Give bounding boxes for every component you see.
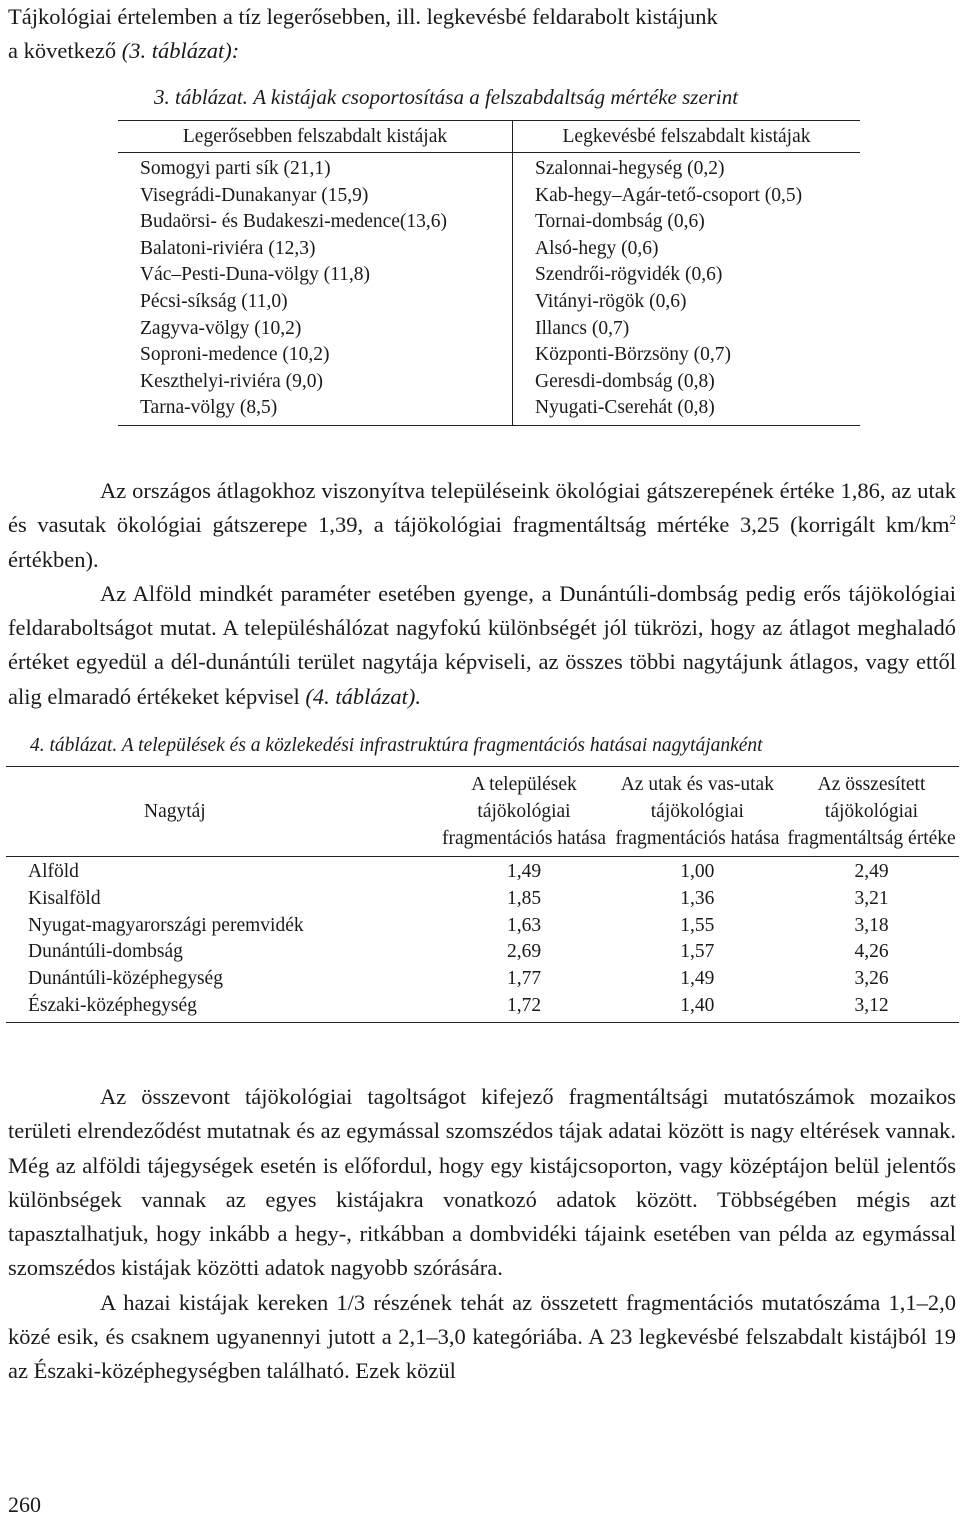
- superscript: 2: [949, 512, 956, 528]
- table-cell: Visegrádi-Dunakanyar (15,9): [118, 183, 513, 210]
- table-row: [118, 289, 860, 316]
- table-cell: Alsó-hegy (0,6): [535, 237, 659, 259]
- table-4-header-roads: Az utak és vas-utak tájökológiai fragmentációs hatása: [611, 767, 784, 857]
- table-cell: 1,63: [506, 914, 542, 936]
- body-text-1: [8, 474, 956, 714]
- table-cell: 1,72: [437, 993, 610, 1022]
- table-row: [118, 369, 860, 396]
- table-row: [6, 886, 959, 913]
- table-cell: 1,55: [680, 914, 715, 936]
- table-cell: 1,49: [506, 861, 542, 882]
- table-row: [118, 262, 860, 289]
- table-reference: (4. táblázat).: [305, 683, 421, 709]
- table-3: [118, 120, 860, 426]
- table-cell: Nyugati-Cserehát (0,8): [513, 395, 861, 425]
- table-cell: 3,12: [784, 993, 959, 1022]
- intro-line-1: Tájkológiai értelemben a tíz legerősebben, ill. legkevésbé feldarabolt kistájunk: [8, 4, 718, 29]
- paragraph-text: Az országos átlagokhoz viszonyítva településeink ökológiai gátszerepének értéke 1,86, az utak és vasutak ökológiai gátszerepe 1,39, a tájökológiai fragmentáltság mértéke 3,25 (korrigált km/km: [8, 478, 956, 538]
- table-cell: Keszthelyi-riviéra (9,0): [118, 369, 513, 396]
- table-cell: Budaörsi- és Budakeszi-medence(13,6): [118, 209, 513, 236]
- table-row: [118, 209, 860, 236]
- table-cell: Központi-Börzsöny (0,7): [535, 344, 732, 366]
- table-3-header-least: Legkevésbé felszabdalt kistájak: [513, 121, 861, 153]
- table-cell: 1,40: [611, 993, 784, 1022]
- table-row: [118, 395, 860, 425]
- table-cell: 4,26: [854, 941, 889, 963]
- table-row: [6, 913, 959, 940]
- table-cell: 3,26: [854, 968, 889, 990]
- table-cell: Somogyi parti sík (21,1): [118, 153, 513, 183]
- table-4-header-total: Az összesített tájökológiai fragmentáltság értéke: [784, 767, 959, 857]
- paragraph: Az összevont tájökológiai tagoltságot kifejező fragmentáltsági mutatószámok mozaikos területi elrendeződést mutatnak és az egymással szomszédos tájak adatai között is nagy eltérések vannak. Még az alföldi tájegységek esetén is előfordul, hogy egy kistájcsoporton, vagy középtájon belül jelentős különbségek vannak az egyes kistájakra vonatkozó adatok között. Többségében mégis azt tapasztalhatjuk, hogy inkább a hegy-, ritkábban a dombvidéki tájaink esetében van példa az egymással szomszédos kistájak közötti adatok nagyobb szórására.: [8, 1084, 956, 1281]
- table-cell: Vitányi-rögök (0,6): [535, 290, 687, 312]
- table-3-caption-label: 3. táblázat.: [154, 85, 248, 109]
- table-4-header-settlements: A települések tájökológiai fragmentációs hatása: [437, 767, 610, 857]
- paragraph: A hazai kistájak kereken 1/3 részének tehát az összetett fragmentációs mutatószáma 1,1–2,0 közé esik, és csaknem ugyanennyi jutott a 2,1–3,0 kategóriába. A 23 legkevésbé felszabdalt kistájból 19 az Északi-középhegységben található. Ezek közül: [8, 1289, 956, 1384]
- paragraph: [8, 577, 956, 714]
- table-cell: 3,21: [854, 887, 889, 909]
- table-cell: Tarna-völgy (8,5): [118, 395, 513, 425]
- table-4-caption: [30, 732, 763, 760]
- table-cell: Alföld: [28, 861, 79, 882]
- table-row: [118, 236, 860, 263]
- table-cell: Kab-hegy–Agár-tető-csoport (0,5): [535, 184, 803, 206]
- table-cell: Pécsi-síkság (11,0): [118, 289, 513, 316]
- table-cell: 1,85: [506, 887, 542, 909]
- intro-line-2-text: a következő: [8, 38, 122, 63]
- table-4-caption-label: 4. táblázat.: [30, 735, 118, 756]
- table-row: [118, 342, 860, 369]
- table-row: [6, 993, 959, 1022]
- table-cell: 1,57: [680, 941, 715, 963]
- table-3-header-most: Legerősebben felszabdalt kistájak: [118, 121, 513, 153]
- table-row: [118, 153, 860, 183]
- table-cell: Vác–Pesti-Duna-völgy (11,8): [118, 262, 513, 289]
- paragraph-text: értékben).: [8, 546, 99, 572]
- table-cell: Szalonnai-hegység (0,2): [535, 158, 725, 179]
- page-number: 260: [8, 1492, 41, 1517]
- intro-text: [8, 0, 953, 68]
- table-cell: Kisalföld: [28, 887, 101, 909]
- table-3-header-row: [118, 121, 860, 153]
- table-cell: 3,18: [854, 914, 889, 936]
- body-text-2: [8, 1080, 956, 1389]
- table-4-header-row: [6, 767, 959, 857]
- table-cell: Dunántúli-dombság: [28, 941, 183, 963]
- table-cell: Tornai-dombság (0,6): [535, 211, 705, 233]
- table-3-caption-title: A kistájak csoportosítása a felszabdaltság mértéke szerint: [253, 85, 739, 109]
- table-row: [118, 316, 860, 343]
- table-cell: Balatoni-riviéra (12,3): [118, 236, 513, 263]
- table-cell: Nyugat-magyarországi peremvidék: [28, 914, 304, 936]
- table-cell: 1,36: [680, 887, 715, 909]
- table-cell: 2,49: [854, 861, 889, 882]
- table-cell: Északi-középhegység: [6, 993, 437, 1022]
- table-row: [6, 857, 959, 886]
- table-3-caption: [154, 82, 738, 112]
- table-cell: Szendrői-rögvidék (0,6): [535, 264, 723, 286]
- table-row: [118, 183, 860, 210]
- intro-line-2: [8, 34, 953, 68]
- paragraph: [8, 474, 956, 577]
- table-4-caption-title: A települések és a közlekedési infrastruktúra fragmentációs hatásai nagytájanként: [121, 735, 763, 756]
- table-cell: 1,77: [506, 968, 542, 990]
- table-row: [6, 939, 959, 966]
- table-cell: Illancs (0,7): [535, 317, 630, 339]
- intro-table-reference: (3. táblázat):: [121, 38, 240, 63]
- table-cell: Soproni-medence (10,2): [118, 342, 513, 369]
- table-cell: Zagyva-völgy (10,2): [118, 316, 513, 343]
- table-row: [6, 966, 959, 993]
- paragraph-text: Az Alföld mindkét paraméter esetében gyenge, a Dunántúli-dombság pedig erős tájökológiai feldaraboltságot mutat. A településhálózat nagyfokú különbségét jól tükrözi, hogy az átlagot meghaladó értéket egyedül a dél-dunántúli terület nagytája képviseli, az összes többi nagytájunk átlagos, vagy ettől alig elmaradó értékeket képvisel: [8, 580, 956, 709]
- table-4: [6, 766, 959, 1023]
- table-cell: Geresdi-dombság (0,8): [535, 370, 715, 392]
- table-cell: 2,69: [506, 941, 542, 963]
- table-4-header-region: Nagytáj: [6, 767, 437, 857]
- table-cell: Dunántúli-középhegység: [28, 968, 223, 990]
- table-cell: 1,49: [680, 968, 715, 990]
- table-cell: 1,00: [680, 861, 715, 882]
